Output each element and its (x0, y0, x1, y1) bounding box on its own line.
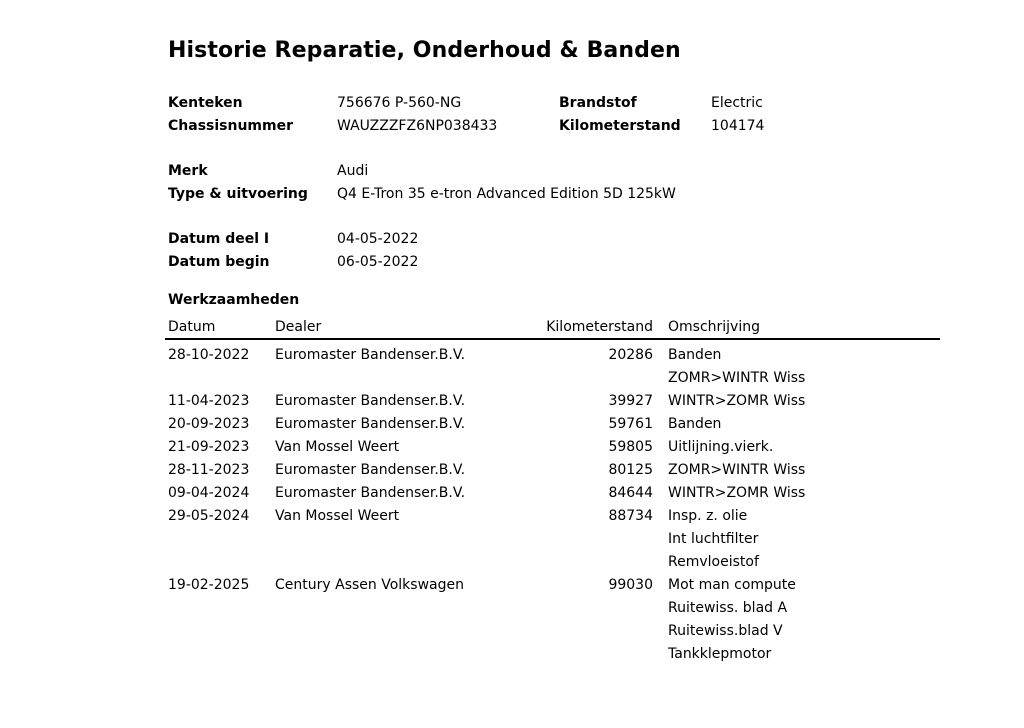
omschrijving-line: Insp. z. olie (668, 508, 748, 524)
omschrijving-line: Banden (668, 416, 722, 432)
omschrijving-line: Ruitewiss. blad A (668, 600, 788, 616)
table-body (165, 340, 940, 662)
kilometerstand-value: 104174 (711, 118, 765, 134)
header-kilometerstand: Kilometerstand (546, 319, 653, 335)
row-date: 28-10-2022 (168, 347, 250, 363)
omschrijving-line: Int luchtfilter (668, 531, 759, 547)
row-kilometerstand: 84644 (608, 485, 653, 501)
type-label: Type & uitvoering (168, 186, 308, 202)
datum-deel-label: Datum deel I (168, 231, 270, 247)
row-date: 21-09-2023 (168, 439, 250, 455)
row-kilometerstand: 99030 (608, 577, 653, 593)
table-row (165, 501, 940, 570)
row-kilometerstand: 39927 (608, 393, 653, 409)
row-kilometerstand: 88734 (608, 508, 653, 524)
row-kilometerstand: 80125 (608, 462, 653, 478)
row-date: 29-05-2024 (168, 508, 250, 524)
row-dealer: Van Mossel Weert (275, 439, 400, 455)
kenteken-value: 756676 P-560-NG (337, 95, 462, 111)
chassis-label: Chassisnummer (168, 118, 293, 134)
row-dealer: Century Assen Volkswagen (275, 577, 464, 593)
merk-value: Audi (337, 163, 369, 179)
row-kilometerstand: 59805 (608, 439, 653, 455)
row-dealer: Euromaster Bandenser.B.V. (275, 416, 466, 432)
row-omschrijving (668, 505, 759, 574)
row-omschrijving (668, 344, 805, 390)
omschrijving-line: Tankklepmotor (668, 646, 772, 662)
merk-label: Merk (168, 163, 208, 179)
table-row (165, 455, 940, 478)
row-date: 11-04-2023 (168, 393, 250, 409)
table-row (165, 409, 940, 432)
omschrijving-line: Ruitewiss.blad V (668, 623, 783, 639)
werkzaamheden-title: Werkzaamheden (168, 292, 300, 308)
row-date: 20-09-2023 (168, 416, 250, 432)
brandstof-label: Brandstof (559, 95, 637, 111)
omschrijving-line: Mot man compute (668, 577, 796, 593)
table-row (165, 386, 940, 409)
page-title: Historie Reparatie, Onderhoud & Banden (168, 38, 681, 63)
omschrijving-line: ZOMR>WINTR Wiss (668, 370, 806, 386)
table-row (165, 432, 940, 455)
kilometerstand-label: Kilometerstand (559, 118, 681, 134)
row-kilometerstand: 20286 (608, 347, 653, 363)
header-datum: Datum (168, 319, 216, 335)
chassis-value: WAUZZZFZ6NP038433 (337, 118, 498, 134)
omschrijving-line: Uitlijning.vierk. (668, 439, 774, 455)
row-dealer: Euromaster Bandenser.B.V. (275, 347, 466, 363)
type-value: Q4 E-Tron 35 e-tron Advanced Edition 5D 125kW (337, 186, 676, 202)
omschrijving-line: Remvloeistof (668, 554, 759, 570)
omschrijving-line: WINTR>ZOMR Wiss (668, 485, 806, 501)
omschrijving-line: WINTR>ZOMR Wiss (668, 393, 806, 409)
datum-begin-value: 06-05-2022 (337, 254, 419, 270)
omschrijving-line: ZOMR>WINTR Wiss (668, 462, 806, 478)
row-date: 19-02-2025 (168, 577, 250, 593)
row-date: 28-11-2023 (168, 462, 250, 478)
table-row (165, 478, 940, 501)
table-row (165, 570, 940, 662)
row-date: 09-04-2024 (168, 485, 250, 501)
datum-begin-label: Datum begin (168, 254, 270, 270)
brandstof-value: Electric (711, 95, 763, 111)
row-omschrijving (668, 574, 796, 666)
table-row (165, 340, 940, 386)
row-dealer: Euromaster Bandenser.B.V. (275, 393, 466, 409)
row-kilometerstand: 59761 (608, 416, 653, 432)
header-omschrijving: Omschrijving (668, 319, 760, 335)
row-dealer: Euromaster Bandenser.B.V. (275, 462, 466, 478)
header-dealer: Dealer (275, 319, 322, 335)
row-dealer: Van Mossel Weert (275, 508, 400, 524)
datum-deel-value: 04-05-2022 (337, 231, 419, 247)
row-dealer: Euromaster Bandenser.B.V. (275, 485, 466, 501)
work-table (165, 318, 940, 662)
omschrijving-line: Banden (668, 347, 722, 363)
table-header (165, 318, 940, 340)
kenteken-label: Kenteken (168, 95, 243, 111)
